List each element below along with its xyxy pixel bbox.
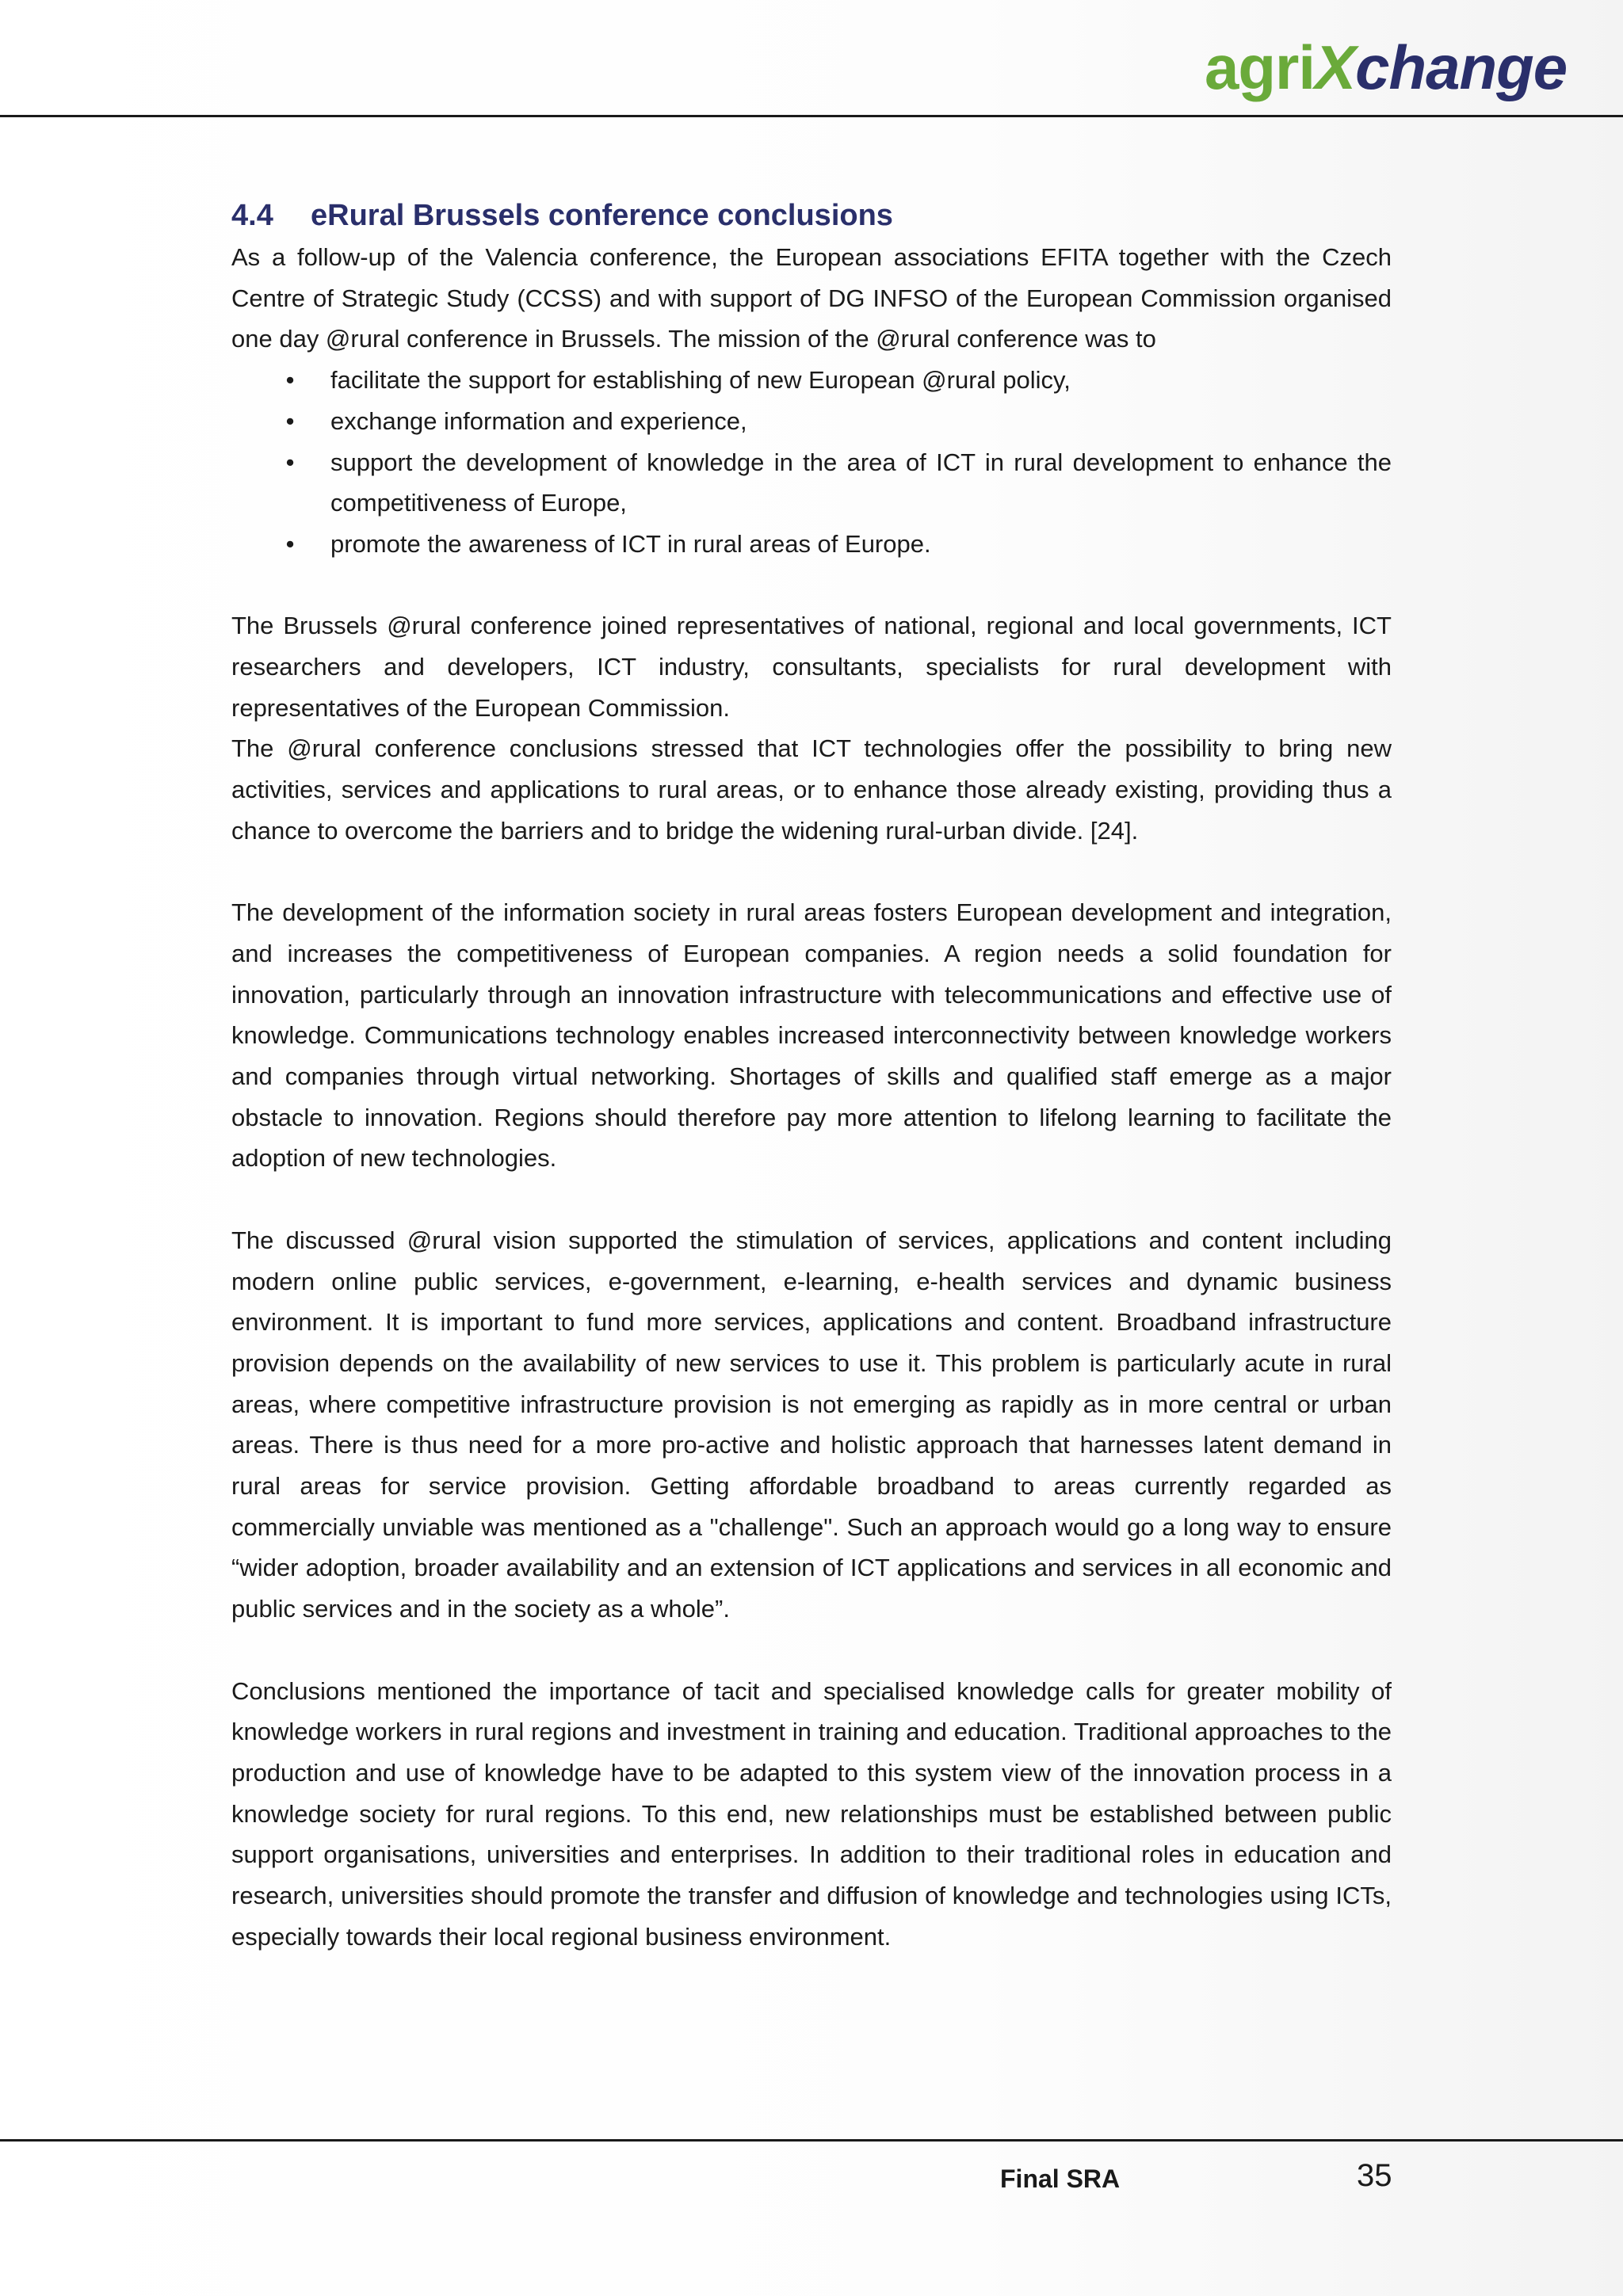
paragraph-knowledge-mobility: Conclusions mentioned the importance of tacit and specialised knowledge calls for greater mobility of knowledge workers in rural regions and investment in training and education. Traditional approaches to the production and use of knowledge have to be adapted to this system view of the innovation process in a knowledge society for rural regions. To this end, new relationships must be established between public support organisations, universities and enterprises. In addition to their traditional roles in education and research, universities should promote the transfer and diffusion of knowledge and technologies using ICTs, especially towards their local regional business environment. [231,1676,1392,1951]
section-number: 4.4 [231,199,273,232]
footer-divider [0,2139,1623,2142]
intro-paragraph: As a follow-up of the Valencia conference, the European associations EFITA together with the Czech Centre of Strategic Study (CCSS) and with support of DG INFSO of the European Commission organised one day @rural conference in Brussels. The mission of the @rural conference was to [231,243,1392,353]
header-divider [0,115,1623,117]
paragraph-gap [231,1630,1392,1671]
document-body [231,193,1392,1957]
mission-list [231,360,1392,565]
paragraph-information-society: The development of the information society in rural areas fosters European development and integration, and increases the competitiveness of European companies. A region needs a solid foundation for innovation, particularly through an innovation infrastructure with telecommunications and effective use of knowledge. Communications technology enables increased interconnectivity between knowledge workers and companies through virtual networking. Shortages of skills and qualified staff emerge as a major obstacle to innovation. Regions should therefore pay more attention to lifelong learning to facilitate the adoption of new technologies. [231,898,1392,1173]
paragraph-participants: The Brussels @rural conference joined representatives of national, regional and local governments, ICT researchers and developers, ICT industry, consultants, specialists for rural development with representatives of the European Commission. [231,612,1392,722]
section-title: eRural Brussels conference conclusions [311,199,893,232]
paragraph-gap [231,565,1392,606]
bullet-icon: • [285,529,295,558]
bullet-icon: • [285,366,295,395]
section-heading [231,193,1392,238]
agrixchange-logo: agriXchange [1205,32,1568,102]
bullet-icon: • [285,406,295,435]
list-item: • exchange information and experience, [231,401,1392,442]
list-item: • facilitate the support for establishing of new European @rural policy, [231,360,1392,401]
paragraph-rural-vision: The discussed @rural vision supported the stimulation of services, applications and content including modern online public services, e-government, e-learning, e-health services and dynamic business environment. It is important to fund more services, applications and content. Broadband infrastructure provision depends on the availability of new services to use it. This problem is particularly acute in rural areas, where competitive infrastructure provision is not emerging as rapidly as in more central or urban areas. There is thus need for a more pro-active and holistic approach that harnesses latent demand in rural areas for service provision. Getting affordable broadband to areas currently regarded as commercially unviable was mentioned as a "challenge". Such an approach would go a long way to ensure “wider adoption, broader availability and an extension of ICT applications and services in all economic and public services and in the society as a whole”. [231,1226,1392,1623]
footer-document-label: Final SRA [1000,2164,1121,2193]
bullet-icon: • [285,448,295,476]
paragraph-gap [231,1179,1392,1220]
paragraph-conclusions: The @rural conference conclusions stressed that ICT technologies offer the possibility to bring new activities, services and applications to rural areas, or to enhance those already existing, providing thus a chance to overcome the barriers and to bridge the widening rural-urban divide. [24]. [231,734,1392,845]
paragraph-gap [231,852,1392,893]
list-item: • promote the awareness of ICT in rural areas of Europe. [231,524,1392,565]
page-number: 35 [1357,2158,1392,2193]
list-item: • support the development of knowledge in the area of ICT in rural development to enhance the competitiveness of Europe, [231,442,1392,524]
